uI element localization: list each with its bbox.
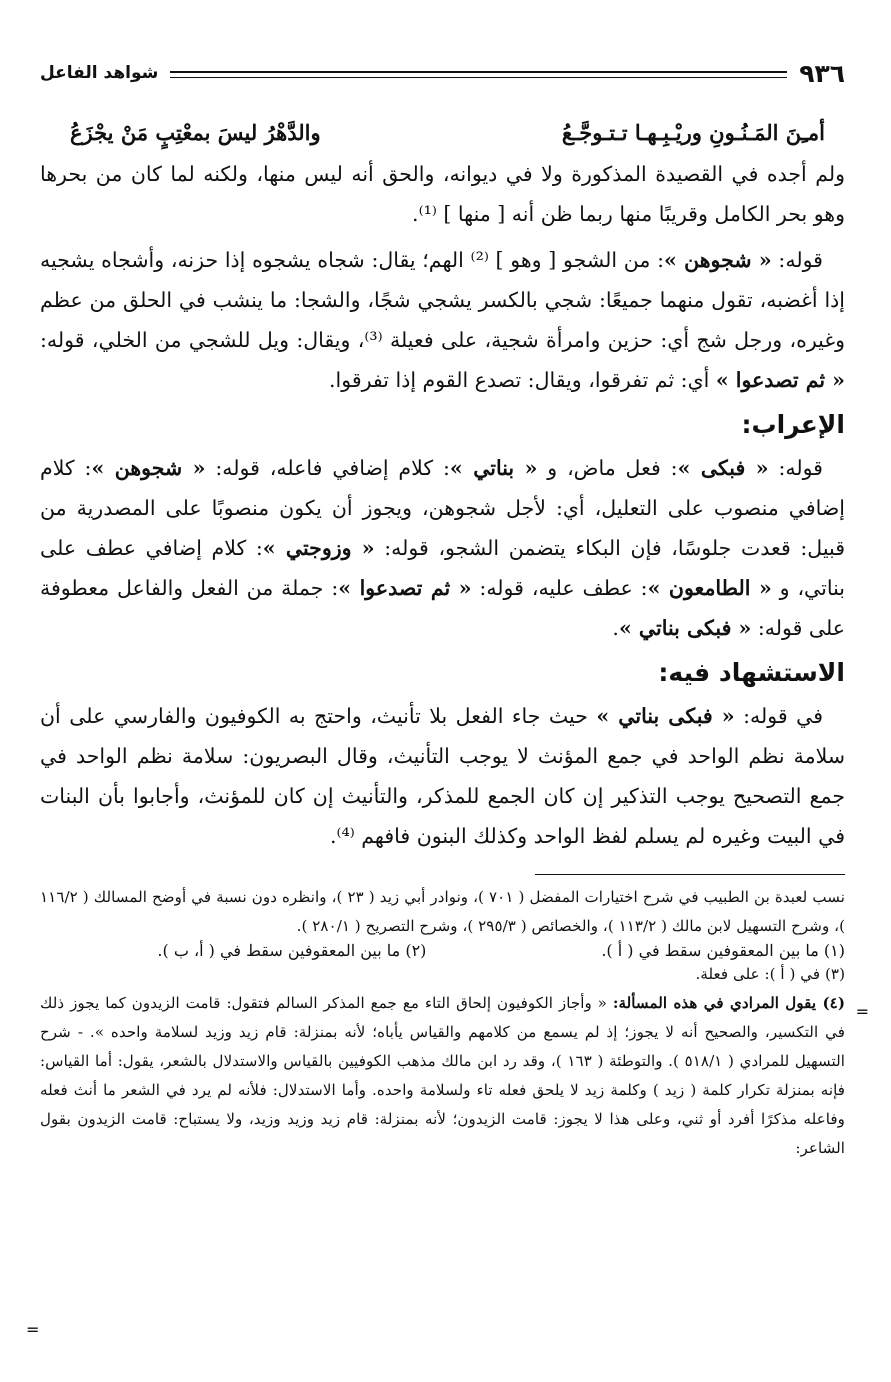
- intro-paragraph: ولم أجده في القصيدة المذكورة ولا في ديوانه، والحق أنه ليس منها، ولكنه لما كان من بحرها وهو بحر الكامل وقريبًا منها ربما ظن أنه [ منها ] ⁽¹⁾.: [40, 162, 845, 226]
- footnote-4-text: « وأجاز الكوفيون إلحاق التاء مع جمع المذكر السالم فتقول: قامت الزيدون كما يجوز ذلك في التكسير، والصحيح أنه لا يجوز؛ إذ لم يسمع من كلامهم والقياس يأباه؛ لأنه بمنزلة: قام زيد وزيد لسلامة واحده ». - شرح التسهيل للمرادي ( ٥١٨/١ ). والتوطئة ( ١٦٣ )، وقد رد ابن مالك مذهب الكوفيين بالقياس والاستدلال بالشعر، يقول: أما القياس: فإنه بمنزلة تكرار كلمة ( زيد ) وكلمة زيد لا يلحق فعله تاء ولسلامة واحده. وأما الاستدلال: فلأنه لم يرد في الشعر ما أنث فعله وفاعله مذكرًا أفرد أو ثني، وعلى هذا لا يجوز: قامت الزيدون؛ لأنه بمنزلة: قام زيد وزيد وزيد، ولا يستباح: قامت الزيدون بقول الشاعر:: [40, 994, 845, 1157]
- irab-text: : فعل ماض، و: [547, 456, 678, 480]
- running-header: [40, 56, 845, 90]
- shahid-term: « فبكى بناتي »: [596, 704, 735, 728]
- footnote-2: (٢) ما بين المعقوفين سقط في ( أ، ب ).: [157, 941, 427, 960]
- footnote-4: [40, 989, 845, 1163]
- page-number: ٩٣٦: [799, 58, 845, 88]
- footnote-continuation-mark-top: =: [855, 1002, 869, 1021]
- irab-text: : كلام إضافي منصوب على التعليل، أي: لأجل شجوهن، ويجوز أن يكون منصوبًا على المصدرية من قبيل: قعدت جلوسًا، فإن البكاء يتضمن الشجو، قوله:: [40, 456, 845, 560]
- footnote-4-label: (٤) يقول المرادي في هذه المسألة:: [612, 994, 845, 1012]
- shahid-heading: الاستشهاد فيه:: [658, 658, 845, 687]
- vocabulary-paragraph: [40, 240, 845, 400]
- vocab-label: قوله:: [778, 248, 823, 272]
- footnote-separator: [535, 874, 845, 875]
- irab-term: « بناتي »: [449, 456, 538, 480]
- main-text: [40, 154, 845, 856]
- shahid-paragraph: [40, 696, 845, 856]
- footnote-3: (٣) في ( أ ): على فعلة.: [695, 965, 845, 983]
- irab-text: .: [612, 616, 619, 640]
- footnote-pair: [40, 941, 845, 960]
- irab-term: « الطامعون »: [647, 576, 772, 600]
- vocab-term-tasadda: « ثم تصدعوا »: [715, 368, 845, 392]
- vocab-text-2: أي: ثم تفرقوا، ويقال: تصدع القوم إذا تفرقوا.: [329, 368, 716, 392]
- shahid-text: حيث جاء الفعل بلا تأنيث، واحتج به الكوفيون والفارسي على أن سلامة نظم الواحد في جمع المؤنث لا يوجب التأنيث، وقال البصريون: سلامة نظم الواحد في جمع التصحيح يوجب التذكير إن كان الجمع للمذكر، والتأنيث إن كان للمؤنث، وأجابوا بأن البنات في البيت وغيره لم يسلم لفظ الواحد وكذلك البنون فافهم ⁽⁴⁾.: [40, 704, 845, 848]
- verse-hemistich-second: والدَّهْرُ ليسَ بمعْتِبٍ مَنْ يجْزَعُ: [70, 120, 321, 145]
- irab-paragraph: [40, 448, 845, 648]
- verse-hemistich-first: أمـِنَ المَـنُـونِ وريْـبِـهـا تـتـوجَّـعُ: [561, 120, 825, 145]
- footnote-1: (١) ما بين المعقوفين سقط في ( أ ).: [601, 941, 845, 960]
- irab-text: قوله:: [778, 456, 823, 480]
- header-rule: [170, 71, 787, 78]
- running-title: شواهد الفاعل: [40, 63, 159, 83]
- irab-term: « وزوجتي »: [262, 536, 375, 560]
- poetry-verse: [70, 116, 825, 150]
- footnotes: [40, 883, 845, 1163]
- irab-term: « فبكى »: [677, 456, 769, 480]
- footnote-continuation-mark-bottom: =: [26, 1320, 40, 1339]
- irab-heading: الإعراب:: [741, 410, 845, 439]
- vocab-term-shajwuhunna: « شجوهن »: [663, 248, 772, 272]
- footnote-continued: نسب لعبدة بن الطبيب في شرح اختيارات المفضل ( ٧٠١ )، ونوادر أبي زيد ( ٢٣ )، وانظره دون نسبة في أوضح المسالك ( ١١٦/٢ )، وشرح التسهيل لابن مالك ( ١١٣/٢ )، والخصائص ( ٢٩٥/٣ )، وشرح التصريح ( ٢٨٠/١ ).: [40, 888, 846, 935]
- irab-text: : كلام إضافي فاعله، قوله:: [215, 456, 450, 480]
- irab-text: : عطف عليه، قوله:: [479, 576, 648, 600]
- irab-term: « شجوهن »: [91, 456, 206, 480]
- shahid-text: في قوله:: [743, 704, 824, 728]
- irab-term: « ثم تصدعوا »: [338, 576, 472, 600]
- irab-text: : جملة من الفعل والفاعل معطوفة على قوله:: [40, 576, 845, 640]
- irab-text: : كلام إضافي عطف على بناتي، و: [40, 536, 845, 600]
- irab-term: « فبكى بناتي »: [618, 616, 752, 640]
- vocab-text-1: : من الشجو [ وهو ] ⁽²⁾ الهم؛ يقال: شجاه يشجوه إذا حزنه، وأشجاه يشجيه إذا أغضبه، تقول منهما جميعًا: شجي بالكسر يشجي شجًا، والشجا: ما ينشب في الحلق من عظم وغيره، ورجل شج أي: حزين وامرأة شجية، على فعيلة ⁽³⁾، ويقال: ويل للشجي من الخلي، قوله:: [40, 248, 845, 352]
